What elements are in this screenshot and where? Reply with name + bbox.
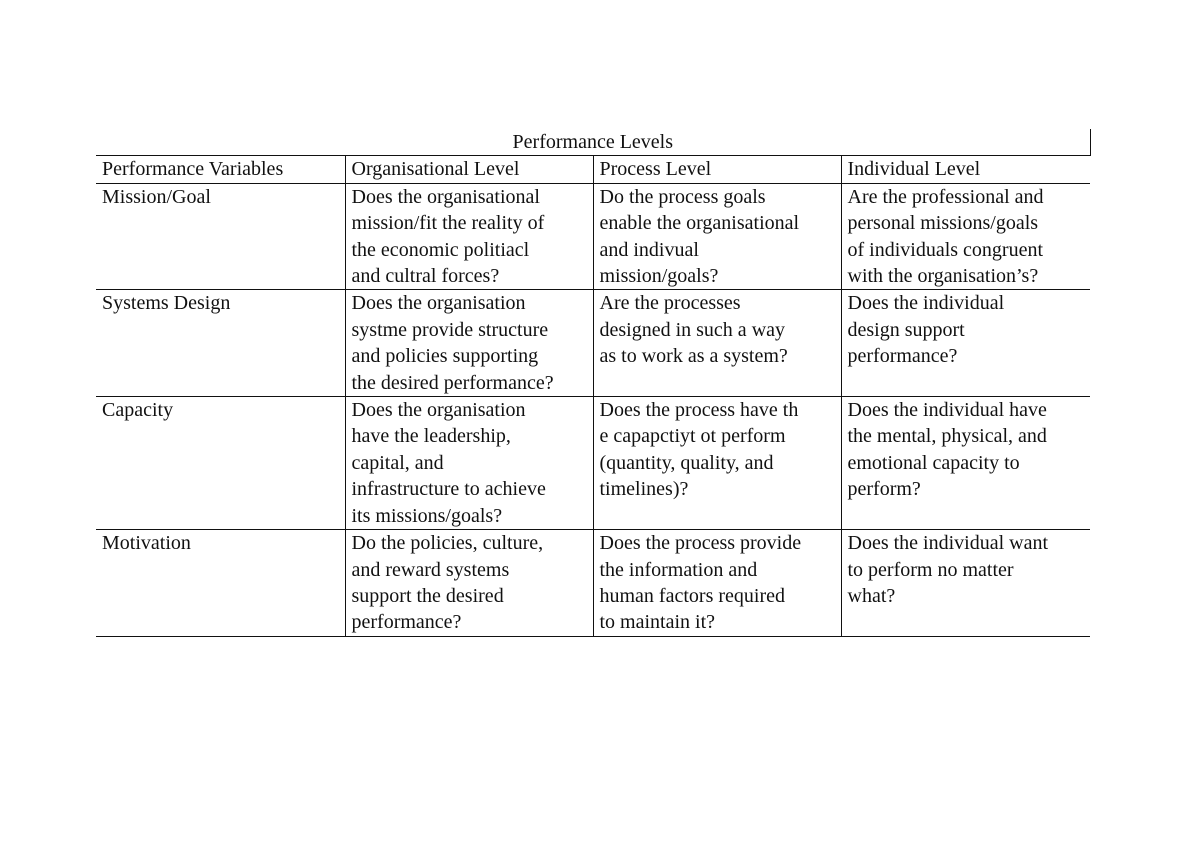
header-performance-variables: Performance Variables (96, 156, 345, 183)
table-row-systems-design (96, 290, 1090, 397)
row-variable-cell: Motivation (96, 530, 345, 637)
row-variable-cell: Systems Design (96, 290, 345, 397)
table-row-mission-goal (96, 183, 1090, 290)
table-title-cell (96, 129, 1090, 156)
individual-cell: Does the individual design support performance? (841, 290, 1090, 397)
process-cell: Are the processes designed in such a way as to work as a system? (593, 290, 841, 397)
table-row-motivation (96, 530, 1090, 637)
header-individual-level: Individual Level (841, 156, 1090, 183)
individual-cell: Does the individual want to perform no matter what? (841, 530, 1090, 637)
individual-cell: Does the individual have the mental, physical, and emotional capacity to perform? (841, 397, 1090, 530)
header-process-level: Process Level (593, 156, 841, 183)
table-title-row (96, 129, 1090, 156)
organisational-cell: Does the organisation have the leadership, capital, and infrastructure to achieve its missions/goals? (345, 397, 593, 530)
table-row-capacity (96, 397, 1090, 530)
organisational-cell: Does the organisation systme provide structure and policies supporting the desired performance? (345, 290, 593, 397)
performance-table (96, 129, 1091, 637)
table-title: Performance Levels (512, 131, 674, 153)
header-organisational-level: Organisational Level (345, 156, 593, 183)
row-variable-cell: Capacity (96, 397, 345, 530)
process-cell: Do the process goals enable the organisational and indivual mission/goals? (593, 183, 841, 290)
organisational-cell: Do the policies, culture, and reward systems support the desired performance? (345, 530, 593, 637)
process-cell: Does the process have th e capapctiyt ot perform (quantity, quality, and timelines)? (593, 397, 841, 530)
row-variable-cell: Mission/Goal (96, 183, 345, 290)
process-cell: Does the process provide the information and human factors required to maintain it? (593, 530, 841, 637)
individual-cell: Are the professional and personal missions/goals of individuals congruent with the organisation’s? (841, 183, 1090, 290)
organisational-cell: Does the organisational mission/fit the reality of the economic politiacl and cultral forces? (345, 183, 593, 290)
table-header-row (96, 156, 1090, 183)
